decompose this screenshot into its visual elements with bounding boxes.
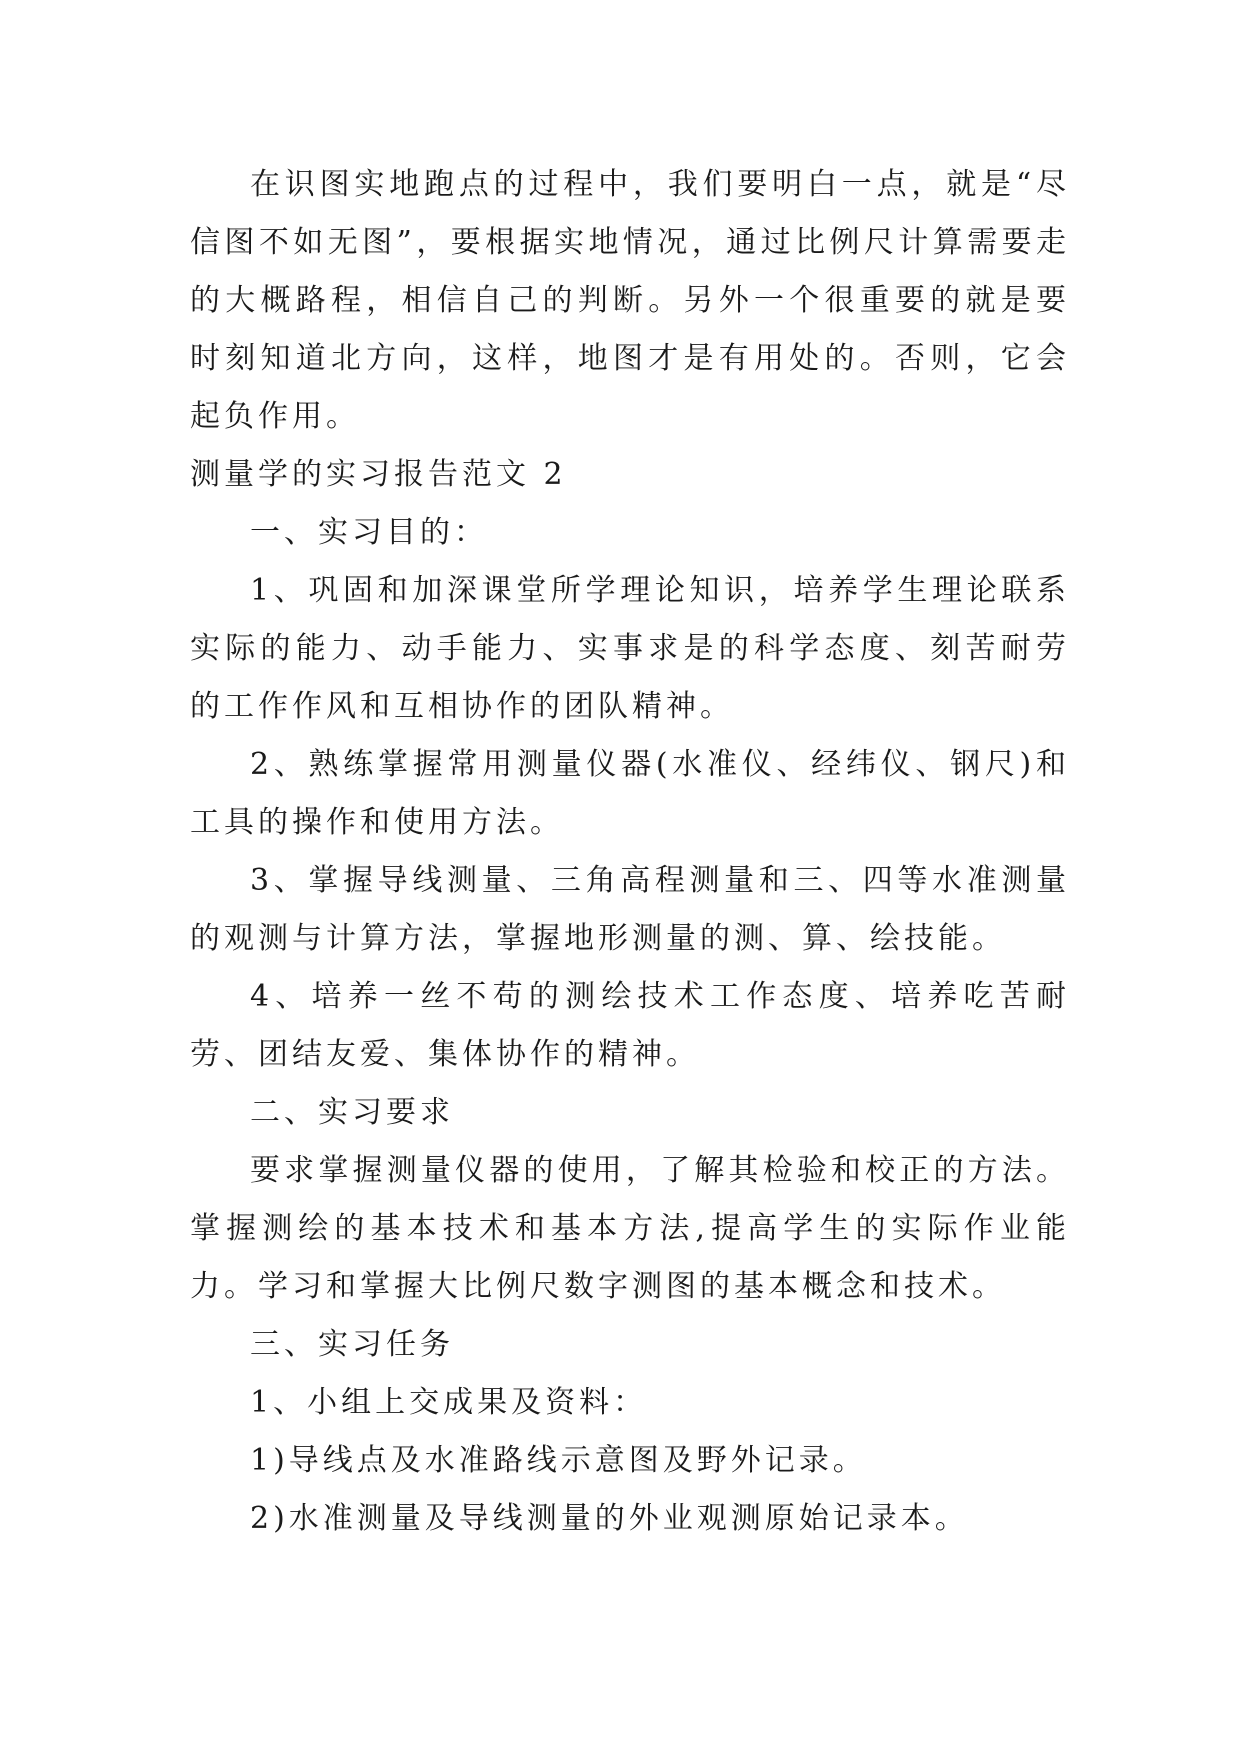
purpose-item-3: 3、掌握导线测量、三角高程测量和三、四等水准测量的观测与计算方法，掌握地形测量的测、算、绘技能。 (190, 863, 1070, 956)
task-subitem-2: 2)水准测量及导线测量的外业观测原始记录本。 (250, 1501, 969, 1536)
heading-tasks: 三、实习任务 (250, 1327, 454, 1362)
document-body (190, 156, 1070, 1548)
task-item-1: 1、小组上交成果及资料： (250, 1385, 648, 1420)
purpose-item-4: 4、培养一丝不苟的测绘技术工作态度、培养吃苦耐劳、团结友爱、集体协作的精神。 (190, 979, 1070, 1072)
task-subitem-1: 1)导线点及水准路线示意图及野外记录。 (250, 1443, 867, 1478)
purpose-item-2: 2、熟练掌握常用测量仪器(水准仪、经纬仪、钢尺)和工具的操作和使用方法。 (190, 747, 1070, 840)
heading-purpose: 一、实习目的： (250, 515, 488, 550)
heading-requirements: 二、实习要求 (250, 1095, 454, 1130)
requirements-body: 要求掌握测量仪器的使用，了解其检验和校正的方法。掌握测绘的基本技术和基本方法,提高学生的实际作业能力。学习和掌握大比例尺数字测图的基本概念和技术。 (190, 1153, 1070, 1304)
purpose-item-1: 1、巩固和加深课堂所学理论知识，培养学生理论联系实际的能力、动手能力、实事求是的科学态度、刻苦耐劳的工作作风和互相协作的团队精神。 (190, 573, 1070, 724)
section-title: 测量学的实习报告范文 2 (190, 457, 567, 492)
paragraph-map-reading: 在识图实地跑点的过程中，我们要明白一点，就是“尽信图不如无图”，要根据实地情况，通过比例尺计算需要走的大概路程，相信自己的判断。另外一个很重要的就是要时刻知道北方向，这样，地图才是有用处的。否则，它会起负作用。 (190, 167, 1070, 434)
